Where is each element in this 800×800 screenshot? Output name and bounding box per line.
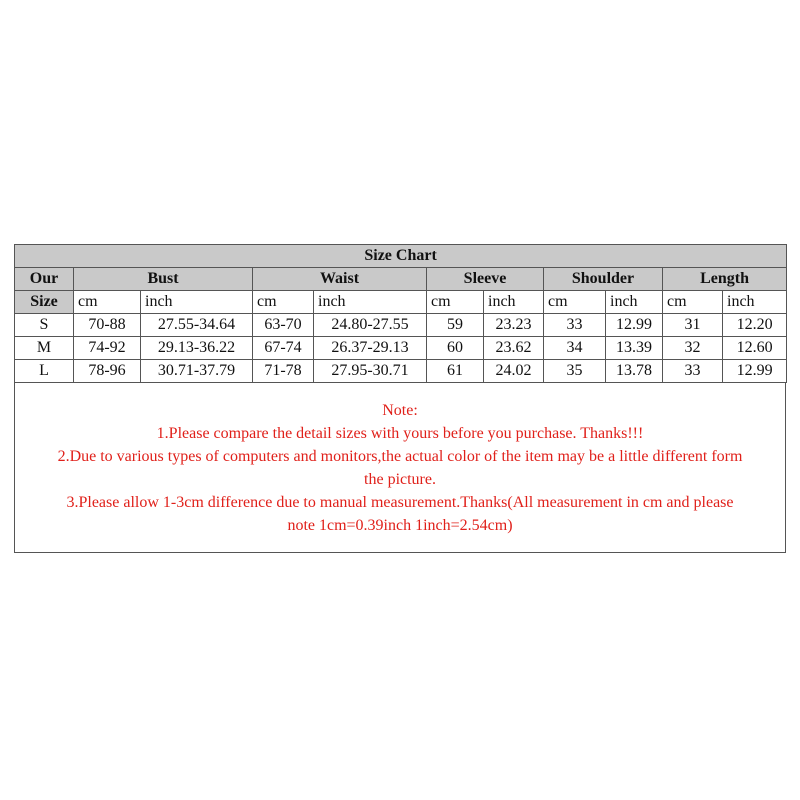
table-cell: 23.23 xyxy=(484,314,544,337)
note-line-3b: note 1cm=0.39inch 1inch=2.54cm) xyxy=(287,516,513,534)
note-line-1: 1.Please compare the detail sizes with yours before you purchase. Thanks!!! xyxy=(156,424,644,442)
table-cell: 26.37-29.13 xyxy=(314,337,427,360)
table-cell: 78-96 xyxy=(74,360,141,383)
table-cell: 71-78 xyxy=(253,360,314,383)
note-line-3a: 3.Please allow 1-3cm difference due to manual measurement.Thanks(All measurement in cm and please xyxy=(66,493,734,511)
table-cell: 74-92 xyxy=(74,337,141,360)
table-cell: 61 xyxy=(427,360,484,383)
table-cell: 27.95-30.71 xyxy=(314,360,427,383)
table-cell: 70-88 xyxy=(74,314,141,337)
note-heading: Note: xyxy=(382,401,418,419)
group-header-length: Length xyxy=(663,268,787,291)
note-line-2b: the picture. xyxy=(364,470,436,488)
table-cell: 12.60 xyxy=(723,337,787,360)
size-chart xyxy=(14,244,786,553)
table-cell: 59 xyxy=(427,314,484,337)
unit-cm-header: cm xyxy=(427,291,484,314)
unit-cm-header: cm xyxy=(74,291,141,314)
group-header-sleeve: Sleeve xyxy=(427,268,544,291)
unit-cm-header: cm xyxy=(663,291,723,314)
table-cell: 30.71-37.79 xyxy=(141,360,253,383)
size-header-top: Our xyxy=(15,268,74,291)
unit-inch-header: inch xyxy=(141,291,253,314)
table-cell: 24.80-27.55 xyxy=(314,314,427,337)
table-cell: 24.02 xyxy=(484,360,544,383)
table-row xyxy=(15,337,787,360)
table-cell: 12.99 xyxy=(723,360,787,383)
table-row xyxy=(15,360,787,383)
table-cell: 13.78 xyxy=(606,360,663,383)
group-header-bust: Bust xyxy=(74,268,253,291)
table-cell: 12.99 xyxy=(606,314,663,337)
table-cell: 29.13-36.22 xyxy=(141,337,253,360)
table-cell: 67-74 xyxy=(253,337,314,360)
size-cell: L xyxy=(15,360,74,383)
unit-inch-header: inch xyxy=(314,291,427,314)
unit-cm-header: cm xyxy=(544,291,606,314)
group-header-waist: Waist xyxy=(253,268,427,291)
table-cell: 32 xyxy=(663,337,723,360)
table-row xyxy=(15,314,787,337)
table-cell: 60 xyxy=(427,337,484,360)
table-cell: 33 xyxy=(544,314,606,337)
table-cell: 35 xyxy=(544,360,606,383)
table-cell: 27.55-34.64 xyxy=(141,314,253,337)
table-cell: 63-70 xyxy=(253,314,314,337)
table-cell: 33 xyxy=(663,360,723,383)
table-cell: 23.62 xyxy=(484,337,544,360)
table-cell: 13.39 xyxy=(606,337,663,360)
unit-inch-header: inch xyxy=(606,291,663,314)
unit-inch-header: inch xyxy=(484,291,544,314)
table-title: Size Chart xyxy=(15,245,787,268)
unit-inch-header: inch xyxy=(723,291,787,314)
table-cell: 34 xyxy=(544,337,606,360)
group-header-shoulder: Shoulder xyxy=(544,268,663,291)
table-cell: 31 xyxy=(663,314,723,337)
notes-box xyxy=(14,383,786,553)
note-line-2a: 2.Due to various types of computers and monitors,the actual color of the item may be a little different form xyxy=(57,447,743,465)
size-header-bottom: Size xyxy=(15,291,74,314)
table-cell: 12.20 xyxy=(723,314,787,337)
size-cell: S xyxy=(15,314,74,337)
size-table xyxy=(14,244,787,383)
size-cell: M xyxy=(15,337,74,360)
unit-cm-header: cm xyxy=(253,291,314,314)
